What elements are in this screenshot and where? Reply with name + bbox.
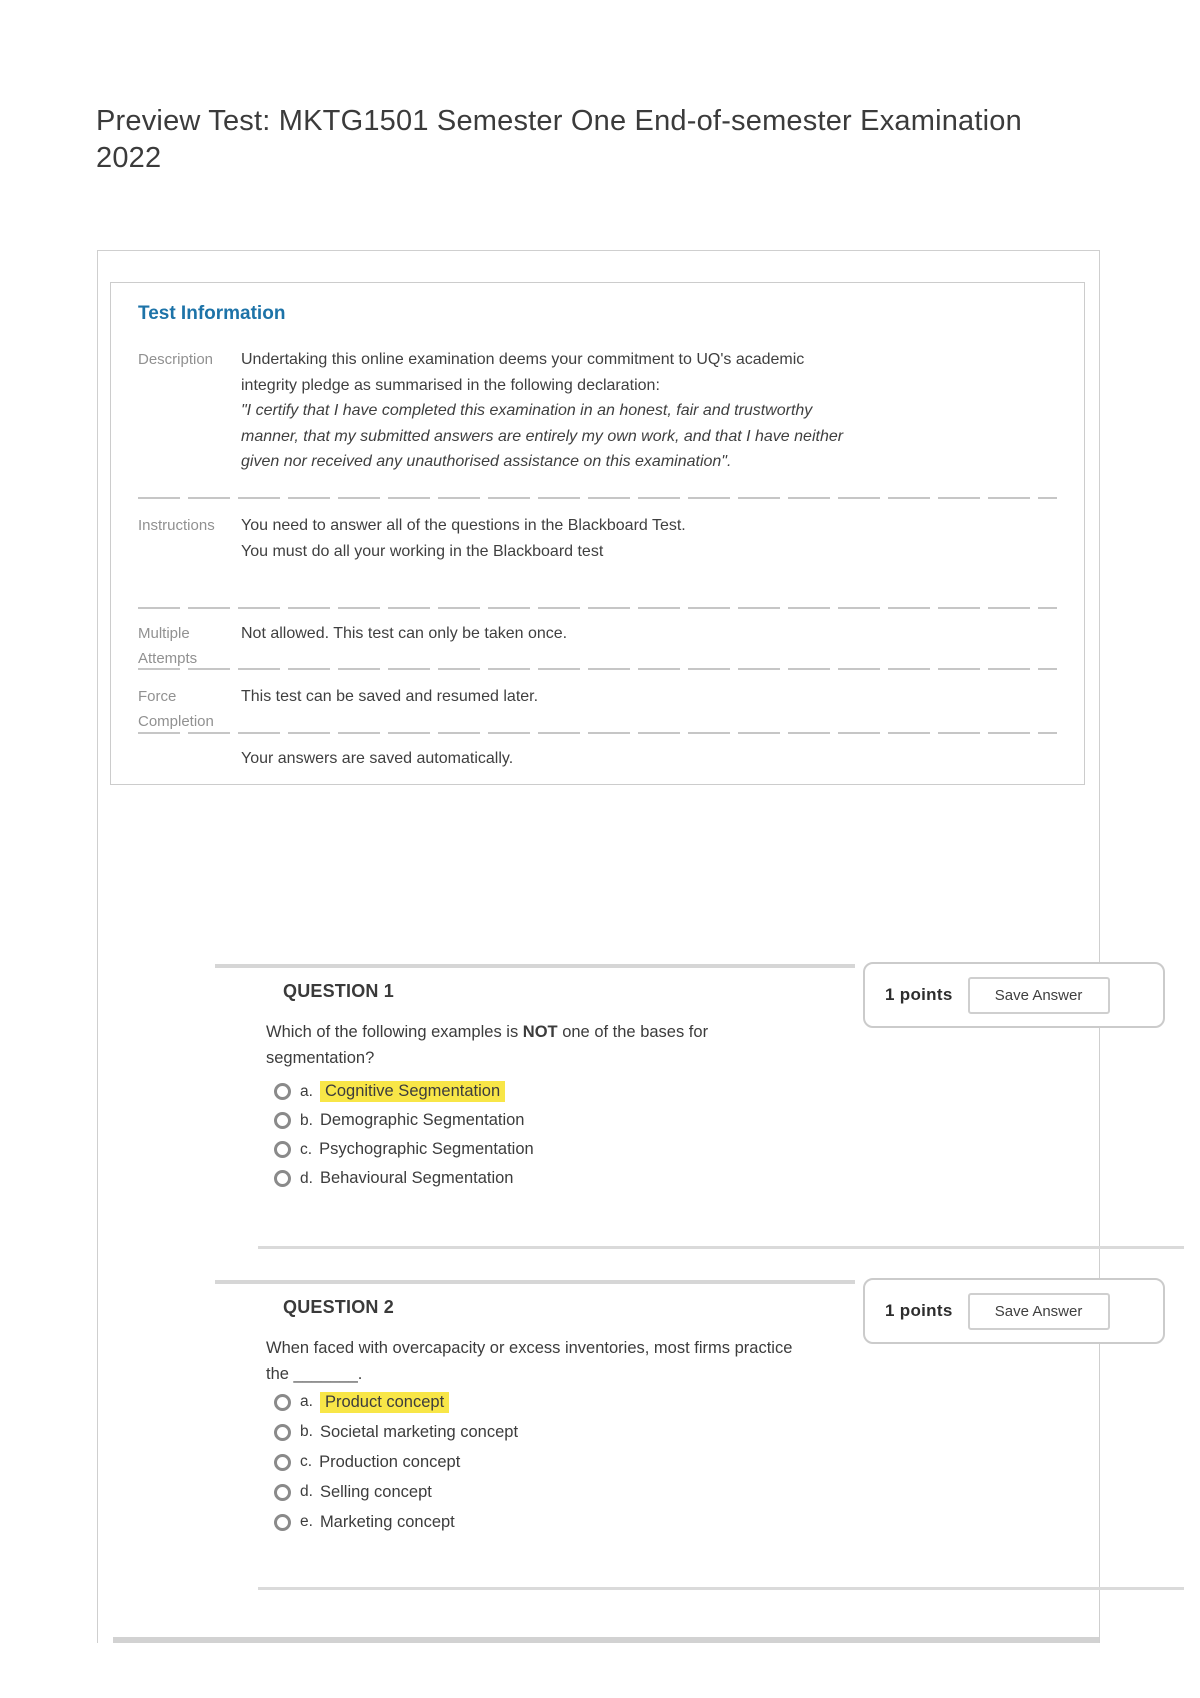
force-completion-label: Force Completion [138, 688, 214, 730]
force-completion-text: This test can be saved and resumed later. [241, 688, 539, 705]
option-letter: d. [300, 1483, 313, 1500]
option-letter: c. [300, 1453, 313, 1470]
option-label[interactable]: Demographic Segmentation [319, 1111, 525, 1129]
divider [258, 1246, 1184, 1249]
option-row [266, 1507, 518, 1537]
option-row [266, 1164, 534, 1193]
option-label[interactable]: Product concept [320, 1392, 449, 1413]
question-2-points: 1 points [885, 1301, 953, 1320]
option-label[interactable]: Behavioural Segmentation [319, 1169, 514, 1187]
option-row [266, 1387, 518, 1417]
question-2-text [266, 1335, 811, 1387]
declaration-line: given nor received any unauthorised assistance on this examination". [241, 453, 732, 470]
page-title [96, 103, 1076, 177]
radio-button-icon[interactable] [274, 1083, 291, 1100]
radio-button-icon[interactable] [274, 1141, 291, 1158]
question-1-heading: QUESTION 1 [283, 981, 395, 1001]
option-label[interactable]: Production concept [319, 1452, 461, 1471]
option-letter: d. [300, 1169, 313, 1187]
option-row [266, 1077, 534, 1106]
question-1-top-border [215, 964, 855, 968]
force-completion-row [138, 670, 1057, 734]
description-text [241, 347, 1057, 499]
option-letter: a. [300, 1393, 313, 1410]
question-2-text-pre: When faced with overcapacity or excess inventories, most firms practice the _______. [266, 1339, 793, 1383]
multiple-attempts-text: Not allowed. This test can only be taken once. [241, 625, 568, 642]
question-1-points-panel [863, 962, 1165, 1028]
question-2-top-border [215, 1280, 855, 1284]
radio-button-icon[interactable] [274, 1112, 291, 1129]
question-1-text-post: one of the bases for segmentation? [266, 1023, 709, 1067]
radio-button-icon[interactable] [274, 1170, 291, 1187]
option-label[interactable]: Cognitive Segmentation [320, 1081, 505, 1102]
save-answer-button[interactable]: Save Answer [968, 977, 1110, 1014]
question-1-text [266, 1019, 811, 1071]
question-1-text-pre: Which of the following examples is [266, 1023, 523, 1041]
radio-button-icon[interactable] [274, 1394, 291, 1411]
declaration-line: manner, that my submitted answers are entirely my own work, and that I have neither [241, 427, 844, 445]
autosave-text: Your answers are saved automatically. [241, 750, 514, 767]
page-title-line2: 2022 [96, 142, 162, 175]
question-2-points-panel [863, 1278, 1165, 1344]
option-row [266, 1477, 518, 1507]
description-label: Description [138, 351, 214, 368]
option-letter: b. [300, 1111, 313, 1129]
question-2-heading: QUESTION 2 [283, 1297, 395, 1317]
option-letter: e. [300, 1513, 313, 1530]
instructions-label: Instructions [138, 517, 215, 534]
autosave-label [138, 746, 241, 789]
option-letter: b. [300, 1423, 313, 1440]
instructions-row [138, 499, 1057, 609]
option-label[interactable]: Societal marketing concept [319, 1422, 519, 1441]
question-1-points: 1 points [885, 985, 953, 1004]
test-information-panel [110, 282, 1085, 785]
radio-button-icon[interactable] [274, 1424, 291, 1441]
question-3-top-border [113, 1637, 1099, 1643]
option-row [266, 1417, 518, 1447]
option-letter: a. [300, 1082, 313, 1100]
multiple-attempts-label: Multiple Attempts [138, 625, 198, 667]
option-label[interactable]: Selling concept [319, 1482, 432, 1501]
question-1-text-bold: NOT [522, 1023, 558, 1041]
option-label[interactable]: Marketing concept [319, 1512, 455, 1531]
radio-button-icon[interactable] [274, 1514, 291, 1531]
autosave-row [138, 734, 1057, 789]
divider [258, 1587, 1184, 1590]
instructions-line: You need to answer all of the questions in the Blackboard Test. [241, 517, 686, 534]
radio-button-icon[interactable] [274, 1454, 291, 1471]
instructions-line: You must do all your working in the Blackboard test [241, 542, 604, 560]
description-row [138, 334, 1057, 499]
description-line: Undertaking this online examination deems your commitment to UQ's academic [241, 351, 805, 368]
content-container [97, 250, 1100, 1643]
option-label[interactable]: Psychographic Segmentation [319, 1140, 534, 1158]
instructions-text [241, 513, 1057, 609]
option-row [266, 1447, 518, 1477]
question-2-options [266, 1387, 518, 1537]
test-information-heading: Test Information [138, 303, 286, 324]
description-line: integrity pledge as summarised in the following declaration: [241, 376, 660, 394]
option-row [266, 1106, 534, 1135]
option-row [266, 1135, 534, 1164]
option-letter: c. [300, 1140, 313, 1158]
question-1-options [266, 1077, 534, 1193]
radio-button-icon[interactable] [274, 1484, 291, 1501]
multiple-attempts-row [138, 609, 1057, 670]
save-answer-button[interactable]: Save Answer [968, 1293, 1110, 1330]
page-title-line1: Preview Test: MKTG1501 Semester One End-of-semester Examination [96, 105, 1022, 138]
declaration-line: "I certify that I have completed this examination in an honest, fair and trustworthy [241, 402, 813, 419]
